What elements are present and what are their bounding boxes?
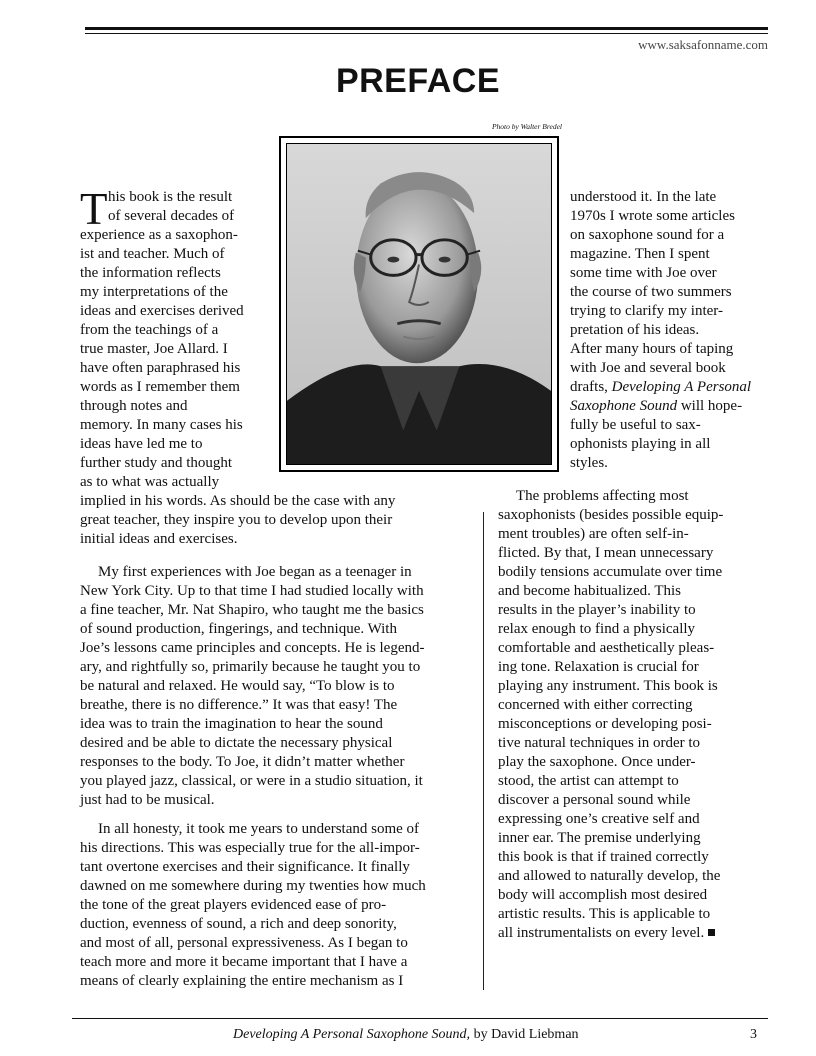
- text-line: [570, 397, 751, 416]
- text-line: 1970s I wrote some articles: [570, 208, 735, 224]
- text-line: from the teachings of a: [80, 322, 219, 338]
- column-divider: [483, 512, 484, 990]
- text-line: desired and be able to dictate the necessary physical: [80, 735, 393, 751]
- text-line: ideas have led me to: [80, 436, 203, 452]
- text-line: a fine teacher, Mr. Nat Shapiro, who taught me the basics: [80, 602, 424, 618]
- text-line: ary, and rightfully so, primarily because he taught you to: [80, 659, 421, 675]
- text-line: relax enough to find a physically: [498, 621, 696, 637]
- text-fragment: will hope-: [680, 398, 743, 414]
- text-line: tive natural techniques in order to: [498, 735, 701, 751]
- text-line: dawned on me somewhere during my twenties how much: [80, 878, 426, 894]
- top-rule-thin: [85, 33, 768, 34]
- text-line: the tone of the great players evidenced ease of pro-: [80, 897, 387, 913]
- text-line: my interpretations of the: [80, 284, 228, 300]
- text-line: the course of two summers: [570, 284, 732, 300]
- right-column-paragraph: [498, 487, 723, 943]
- text-line: fully be useful to sax-: [570, 417, 701, 433]
- text-line: trying to clarify my inter-: [570, 303, 723, 319]
- paragraph-2: [80, 563, 425, 810]
- text-line: and most of all, personal expressiveness. As I began to: [80, 935, 408, 951]
- text-line: of sound production, fingerings, and technique. With: [80, 621, 397, 637]
- text-line: teach more and more it became important that I have a: [80, 954, 408, 970]
- text-line: and allowed to naturally develop, the: [498, 868, 721, 884]
- text-line: artistic results. This is applicable to: [498, 906, 711, 922]
- text-line: as to what was actually: [80, 474, 220, 490]
- text-fragment: all instrumentalists on every level.: [498, 925, 705, 941]
- intro-left-lines-2: [80, 226, 395, 549]
- text-line: have often paraphrased his: [80, 360, 241, 376]
- text-line: [498, 924, 723, 943]
- text-line: comfortable and aesthetically pleas-: [498, 640, 715, 656]
- text-line: playing any instrument. This book is: [498, 678, 718, 694]
- text-line: and become habitualized. This: [498, 583, 681, 599]
- text-line: ing tone. Relaxation is crucial for: [498, 659, 699, 675]
- text-line: of several decades of: [108, 208, 235, 224]
- text-line: his book is the result: [108, 189, 233, 205]
- text-line: idea was to train the imagination to hear the sound: [80, 716, 383, 732]
- text-line: true master, Joe Allard. I: [80, 341, 228, 357]
- text-line: results in the player’s inability to: [498, 602, 696, 618]
- text-line: duction, evenness of sound, a rich and deep sonority,: [80, 916, 397, 932]
- text-line: ophonists playing in all: [570, 436, 711, 452]
- footer-citation: [233, 1027, 579, 1043]
- intro-right-lines: [570, 188, 751, 473]
- text-line: his directions. This was especially true for the all-impor-: [80, 840, 420, 856]
- footer-author: by David Liebman: [473, 1027, 579, 1042]
- text-line: ideas and exercises derived: [80, 303, 244, 319]
- text-line: be natural and relaxed. He would say, “To blow is to: [80, 678, 395, 694]
- text-line: bodily tensions accumulate over time: [498, 564, 723, 580]
- text-line: magazine. Then I spent: [570, 246, 710, 262]
- text-line: just had to be musical.: [80, 792, 215, 808]
- text-line: play the saxophone. Once under-: [498, 754, 696, 770]
- footer-book-title: Developing A Personal Saxophone Sound,: [233, 1027, 471, 1042]
- text-line: ist and teacher. Much of: [80, 246, 225, 262]
- text-line: New York City. Up to that time I had studied locally with: [80, 583, 424, 599]
- text-line: saxophonists (besides possible equip-: [498, 507, 724, 523]
- text-line: concerned with either correcting: [498, 697, 693, 713]
- text-line: The problems affecting most: [516, 488, 689, 504]
- text-line: experience as a saxophon-: [80, 227, 238, 243]
- text-line: Joe’s lessons came principles and concepts. He is legend-: [80, 640, 425, 656]
- text-line: initial ideas and exercises.: [80, 531, 238, 547]
- page-title: PREFACE: [335, 62, 501, 100]
- photo-credit: Photo by Walter Bredel: [491, 122, 562, 131]
- paragraph-3: [80, 820, 426, 991]
- text-line: means of clearly explaining the entire mechanism as I: [80, 973, 404, 989]
- text-line: memory. In many cases his: [80, 417, 243, 433]
- text-line: you played jazz, classical, or were in a studio situation, it: [80, 773, 423, 789]
- text-line: words as I remember them: [80, 379, 240, 395]
- top-rule-thick: [85, 27, 768, 30]
- text-line: inner ear. The premise underlying: [498, 830, 701, 846]
- text-line: In all honesty, it took me years to understand some of: [98, 821, 420, 837]
- text-line: flicted. By that, I mean unnecessary: [498, 545, 714, 561]
- text-line: breathe, there is no difference.” It was that easy! The: [80, 697, 398, 713]
- text-fragment: drafts,: [570, 379, 608, 395]
- drop-cap: T: [80, 184, 108, 234]
- text-line: misconceptions or developing posi-: [498, 716, 712, 732]
- text-line: through notes and: [80, 398, 188, 414]
- text-line: [570, 378, 751, 397]
- book-title-italic: Saxophone Sound: [570, 398, 678, 414]
- text-line: body will accomplish most desired: [498, 887, 708, 903]
- text-line: ment troubles) are often self-in-: [498, 526, 689, 542]
- text-line: pretation of his ideas.: [570, 322, 700, 338]
- book-title-italic: Developing A Personal: [611, 379, 752, 395]
- text-line: discover a personal sound while: [498, 792, 691, 808]
- page-number: 3: [750, 1027, 757, 1042]
- website-url: www.saksafonname.com: [638, 37, 768, 52]
- text-line: styles.: [570, 455, 608, 471]
- text-line: with Joe and several book: [570, 360, 726, 376]
- bottom-rule: [72, 1018, 768, 1019]
- text-line: stood, the artist can attempt to: [498, 773, 679, 789]
- text-line: on saxophone sound for a: [570, 227, 725, 243]
- end-mark-icon: [708, 929, 715, 936]
- text-line: further study and thought: [80, 455, 233, 471]
- text-line: some time with Joe over: [570, 265, 717, 281]
- text-line: understood it. In the late: [570, 189, 717, 205]
- text-line: great teacher, they inspire you to develop upon their: [80, 512, 393, 528]
- intro-left-lines-1: [108, 188, 234, 226]
- text-line: implied in his words. As should be the case with any: [80, 493, 396, 509]
- text-line: tant overtone exercises and their significance. It finally: [80, 859, 410, 875]
- text-line: After many hours of taping: [570, 341, 734, 357]
- text-line: responses to the body. To Joe, it didn’t matter whether: [80, 754, 405, 770]
- text-line: this book is that if trained correctly: [498, 849, 709, 865]
- text-line: the information reflects: [80, 265, 221, 281]
- text-line: My first experiences with Joe began as a teenager in: [98, 564, 412, 580]
- text-line: expressing one’s creative self and: [498, 811, 700, 827]
